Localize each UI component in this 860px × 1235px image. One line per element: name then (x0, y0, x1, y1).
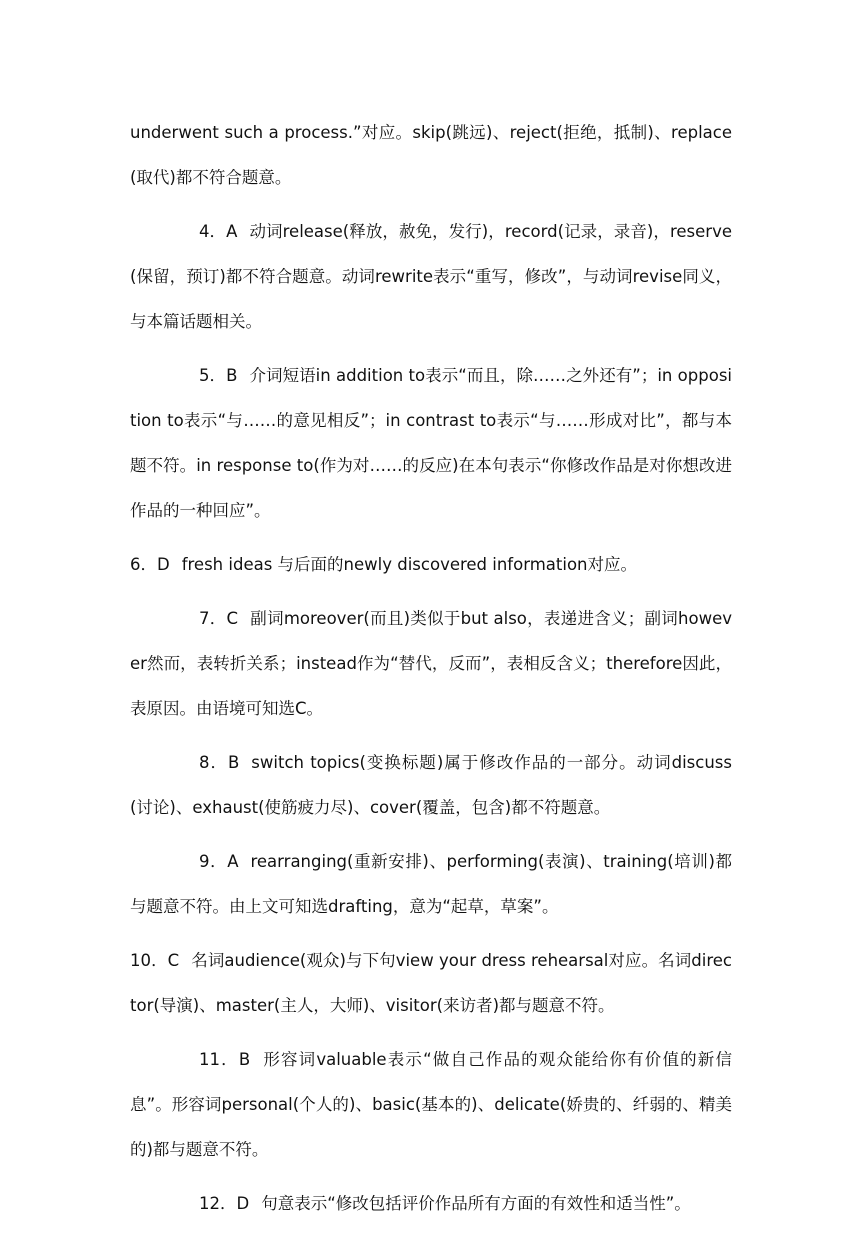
answer-explanation: 名词audience(观众)与下句view your dress rehearsal对应。名词director(导演)、master(主人，大师)、visitor(来访者)都与题意不符。 (130, 951, 732, 1015)
answer-paragraph-11 (130, 1037, 732, 1172)
answer-paragraph-4 (130, 209, 732, 344)
answer-number: 11．B (199, 1050, 251, 1069)
answer-paragraph-8 (130, 740, 732, 830)
answer-number: 4．A (199, 222, 238, 241)
paragraph-text: underwent such a process.”对应。skip(跳远)、reject(拒绝，抵制)、replace(取代)都不符合题意。 (130, 123, 732, 187)
answer-number: 6．D (130, 555, 170, 574)
answer-paragraph-6 (130, 542, 732, 587)
answer-explanation: 形容词valuable表示“做自己作品的观众能给你有价值的新信息”。形容词personal(个人的)、basic(基本的)、delicate(娇贵的、纤弱的、精美的)都与题意不符。 (130, 1050, 732, 1159)
answer-explanation: 介词短语in addition to表示“而且，除……之外还有”；in opposition to表示“与……的意见相反”；in contrast to表示“与……形成对比”，都与本题不符。in response to(作为对……的反应)在本句表示“你修改作品是对你想改进作品的一种回应”。 (130, 366, 732, 520)
document-page (130, 110, 732, 1235)
answer-paragraph-12 (130, 1181, 732, 1226)
paragraph-continuation (130, 110, 732, 200)
answer-paragraph-10 (130, 938, 732, 1028)
answer-explanation: fresh ideas 与后面的newly discovered information对应。 (181, 555, 637, 574)
answer-explanation: 句意表示“修改包括评价作品所有方面的有效性和适当性”。 (261, 1194, 691, 1213)
answer-number: 10．C (130, 951, 180, 970)
answer-explanation: switch topics(变换标题)属于修改作品的一部分。动词discuss(讨论)、exhaust(使筋疲力尽)、cover(覆盖，包含)都不符题意。 (130, 753, 732, 817)
answer-paragraph-9 (130, 839, 732, 929)
answer-explanation: rearranging(重新安排)、performing(表演)、training(培训)都与题意不符。由上文可知选drafting，意为“起草，草案”。 (130, 852, 732, 916)
answer-explanation: 动词release(释放，赦免，发行)，record(记录，录音)，reserve(保留，预订)都不符合题意。动词rewrite表示“重写，修改”，与动词revise同义，与本篇话题相关。 (130, 222, 732, 331)
answer-number: 8．B (199, 753, 240, 772)
answer-paragraph-7 (130, 596, 732, 731)
answer-number: 5．B (199, 366, 238, 385)
answer-paragraph-5 (130, 353, 732, 533)
answer-number: 7．C (199, 609, 239, 628)
answer-number: 9．A (199, 852, 239, 871)
answer-number: 12．D (199, 1194, 250, 1213)
answer-explanation: 副词moreover(而且)类似于but also，表递进含义；副词however然而，表转折关系；instead作为“替代，反而”，表相反含义；therefore因此，表原因。由语境可知选C。 (130, 609, 732, 718)
